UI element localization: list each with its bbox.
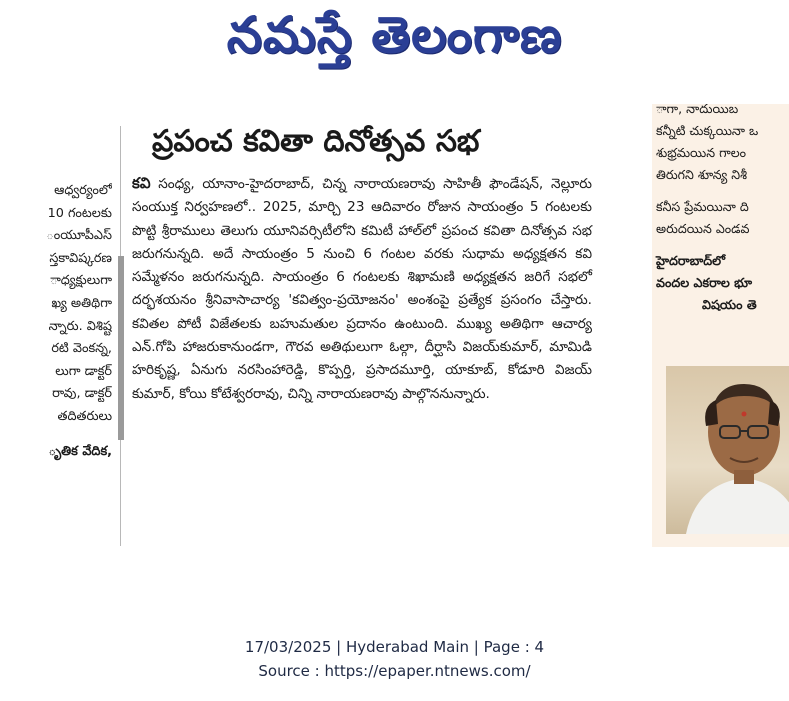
left-column-clip xyxy=(0,104,112,547)
poem-line: శుభ్రమయిన గాలం xyxy=(656,145,747,160)
left-line: ఆధ్వర్యంలో xyxy=(54,183,112,198)
footer-date-line: 17/03/2025 | Hyderabad Main | Page : 4 xyxy=(244,638,545,656)
column-divider-shade xyxy=(118,256,124,440)
left-line: 10 గంటలకు xyxy=(47,205,112,221)
poem-line: తిరుగని శూన్య నిశీ xyxy=(656,167,748,182)
right-column xyxy=(656,104,789,316)
poem-line: కనీస ప్రేమయినా ది xyxy=(656,199,749,214)
left-line: ాధ్యక్షులుగా xyxy=(50,273,112,289)
left-line: న్నారు. విశిష్ట xyxy=(48,318,112,334)
masthead-title: నమస్తే తెలంగాణ xyxy=(226,5,563,64)
poem-line: అరుదయిన ఎండవ xyxy=(656,221,750,236)
left-line: ఖ్య అతిథిగా xyxy=(51,295,112,311)
left-column xyxy=(0,180,112,463)
subhead-line: హైదరాబాద్‌లో xyxy=(656,253,726,268)
footer-source-line: Source : https://epaper.ntnews.com/ xyxy=(258,662,531,680)
article-body xyxy=(132,172,592,406)
left-line: ంయూపీఎస్ xyxy=(46,228,112,244)
left-line: రావు, డాక్టర్ xyxy=(52,386,112,402)
poem-line: ాగా, నాదుయిబ xyxy=(656,104,739,116)
article-headline: ప్రపంచ కవితా దినోత్సవ సభ xyxy=(152,124,480,159)
left-signature: ృతిక వేదిక, xyxy=(48,443,112,459)
article-lead: కవి xyxy=(132,174,151,192)
subhead-line: విషయం తె xyxy=(702,297,757,312)
author-photo-illustration xyxy=(666,366,789,534)
article-body-text: సంధ్య, యానాం-హైదరాబాద్, చిన్న నారాయణరావు సాహితీ ఫౌండేషన్, నెల్లూరు సంయుక్త నిర్వహణలో.. 2025, మార్చి 23 ఆదివారం రోజున సాయంత్రం 5 గంటలకు పొట్టి శ్రీరాములు తెలుగు యూనివర్సిటీలోని కమిటీ హాల్‌లో ప్రపంచ కవితా దినోత్సవ సభ జరుగనున్నది. అదే సాయంత్రం 5 నుంచి 6 గంటల వరకు సుధామ అధ్యక్షతన కవి సమ్మేళనం జరుగనున్నది. సాయంత్రం 6 గంటలకు శిఖామణి అధ్యక్షతన జరిగే సభలో దర్భశయనం శ్రీనివాసాచార్య 'కవిత్వం-ప్రయోజనం' అంశంపై ప్రత్యేక ప్రసంగం చేస్తారు. కవితల పోటీ విజేతలకు బహుమతుల ప్రదానం ఉంటుంది. ముఖ్య అతిథిగా ఆచార్య ఎన్.గోపి హాజరుకానుండగా, గౌరవ అతిథులుగా ఓల్గా, దీర్ఘాసి విజయ్‌కుమార్, మామిడి హరికృష్ణ, ఏనుగు నరసింహారెడ్డి, కొప్పర్తి, ప్రసాదమూర్తి, యాకూబ్, కోడూరి విజయ్ కుమార్, కోయి కోటేశ్వరరావు, చిన్ని నారాయణరావు పాల్గొననున్నారు. xyxy=(132,176,592,402)
poem-line: కన్నీటి చుక్కయినా ఒ xyxy=(656,123,759,138)
left-line: స్తకావిష్కరణ xyxy=(49,250,112,266)
masthead xyxy=(0,0,789,82)
right-column-clip xyxy=(652,104,789,547)
article xyxy=(132,104,607,547)
left-line: తదితరులు xyxy=(57,408,112,424)
left-line: లుగా డాక్టర్ xyxy=(55,363,112,379)
subhead-line: వందల ఎకరాల భూ xyxy=(656,275,753,290)
author-photo xyxy=(666,366,789,534)
left-line: రటి వెంకన్న, xyxy=(51,341,112,357)
